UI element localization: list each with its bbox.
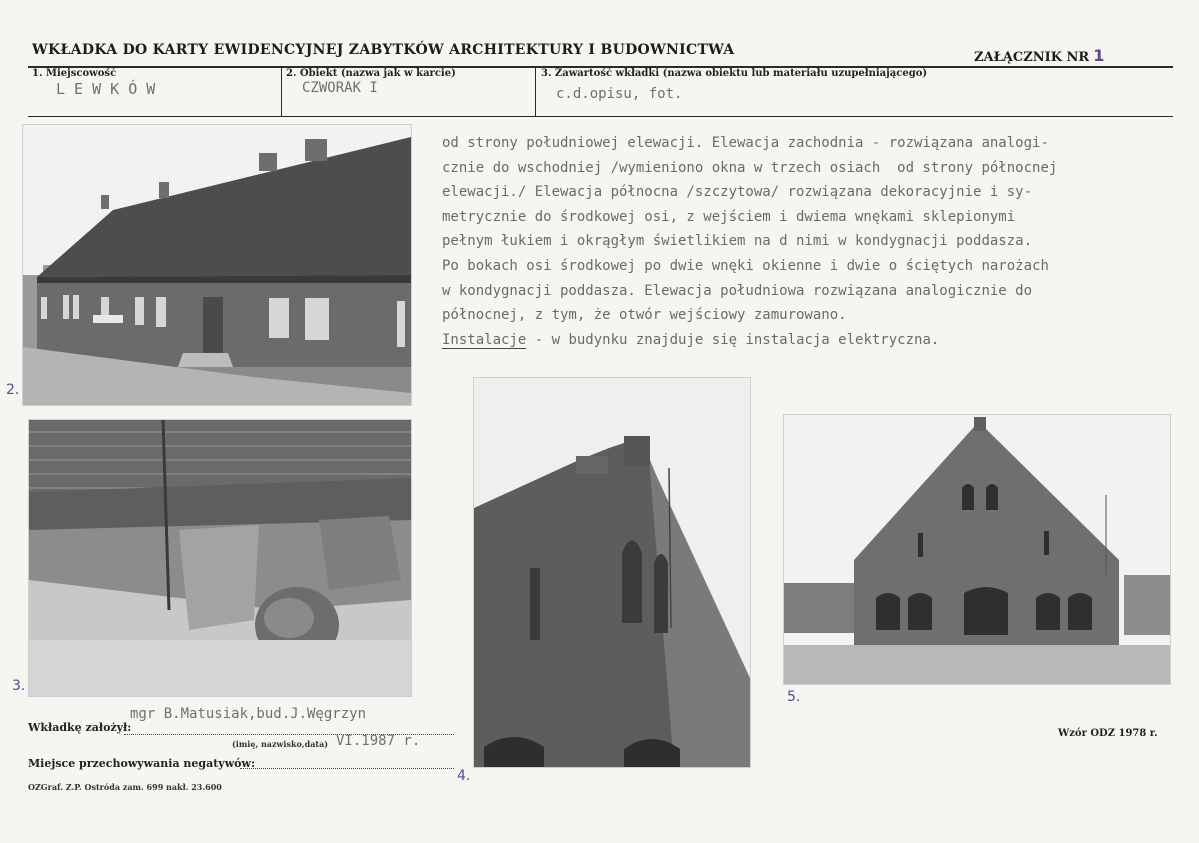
founder-label: Wkładkę założył: xyxy=(28,721,132,734)
description-line: od strony południowej elewacji. Elewacja zachodnia - rozwiązana analogi- xyxy=(442,135,1049,151)
description-line: elewacji./ Elewacja północna /szczytowa/ rozwiązana dekoracyjnie i sy- xyxy=(442,184,1033,201)
photo-number-2: 2. xyxy=(6,382,20,398)
installations-heading: Instalacje xyxy=(442,331,527,348)
photo-foundation-corner-image xyxy=(29,420,411,696)
photo-number-3: 3. xyxy=(12,678,26,694)
photo-gable-corner-image xyxy=(474,378,750,767)
founder-value: mgr B.Matusiak,bud.J.Węgrzyn xyxy=(130,706,367,722)
description-text xyxy=(442,131,1177,352)
printer-note: OZGraf. Z.P. Ostróda zam. 699 nakł. 23.600 xyxy=(28,782,222,792)
locality-label: 1. Miejscowość xyxy=(32,68,117,79)
founder-hint: (imię, nazwisko,data) xyxy=(232,739,329,749)
description-line: północnej, z tym, że otwór wejściowy zamurowano. xyxy=(442,307,847,324)
locality-value: L E W K Ó W xyxy=(56,80,156,98)
installations-line xyxy=(442,328,1177,353)
field-divider-1 xyxy=(281,66,282,116)
annex-number-value: 1 xyxy=(1093,46,1105,65)
content-label: 3. Zawartość wkładki (nazwa obiektu lub materiału uzupełniającego) xyxy=(541,68,928,79)
description-line: cznie do wschodniej /wymieniono okna w trzech osiach od strony północnej xyxy=(442,159,1058,176)
description-line: Po bokach osi środkowej po dwie wnęki okienne i dwie o ściętych narożach xyxy=(442,257,1049,274)
photo-number-5: 5. xyxy=(787,689,801,705)
description-line: pełnym łukiem i okrągłym świetlikiem na d nimi w kondygnacji poddasza. xyxy=(442,233,1033,250)
photo-gable-facade-image xyxy=(784,415,1170,684)
date-value: VI.1987 r. xyxy=(336,733,421,749)
photo-gable-corner xyxy=(473,377,751,768)
object-label: 2. Obiekt (nazwa jak w karcie) xyxy=(286,68,456,79)
photo-building-exterior xyxy=(22,124,412,406)
photo-gable-facade xyxy=(783,414,1171,685)
field-divider-2 xyxy=(535,66,536,116)
negatives-label: Miejsce przechowywania negatywów: xyxy=(28,757,256,770)
photo-foundation-corner xyxy=(28,419,412,697)
description-line: metrycznie do środkowej osi, z wejściem i dwiema wnękami sklepionymi xyxy=(442,208,1016,225)
installations-text: - w budynku znajduje się instalacja elektryczna. xyxy=(526,331,940,348)
photo-number-4: 4. xyxy=(457,768,471,784)
description-line: w kondygnacji poddasza. Elewacja południowa rozwiązana analogicznie do xyxy=(442,282,1033,299)
form-model: Wzór ODZ 1978 r. xyxy=(1058,728,1158,739)
object-value: CZWORAK I xyxy=(302,80,378,96)
annex-number xyxy=(974,46,1104,65)
photo-building-exterior-image xyxy=(23,125,411,405)
negatives-dotted-line xyxy=(240,768,454,769)
form-title: WKŁADKA DO KARTY EWIDENCYJNEJ ZABYTKÓW ARCHITEKTURY I BUDOWNICTWA xyxy=(32,42,735,58)
field-bottom-rule xyxy=(28,116,1173,117)
content-value: c.d.opisu, fot. xyxy=(556,86,683,102)
annex-label: ZAŁĄCZNIK NR xyxy=(974,50,1090,65)
